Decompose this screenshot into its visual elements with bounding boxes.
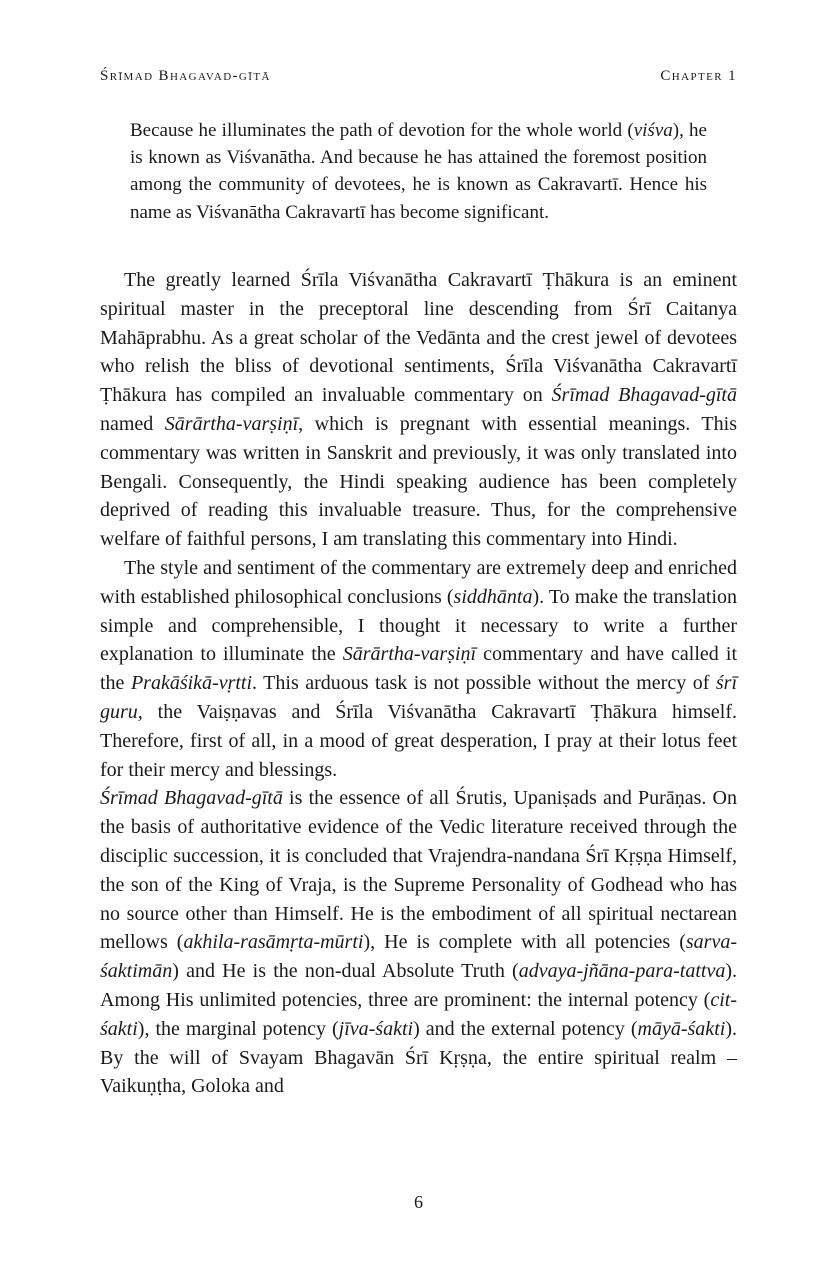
italic-term: māyā-śakti xyxy=(637,1017,726,1040)
text-run: commentary and have called it the xyxy=(100,643,737,695)
running-head xyxy=(100,68,737,90)
text-run: ), the marginal potency ( xyxy=(137,1017,339,1040)
text-run: ). By the will of Svayam Bhagavān Śrī Kṛṣṇa, the entire spiritual realm – Vaikuṇṭha, Goloka and xyxy=(100,1017,737,1098)
text-run: The style and sentiment of the commentary are extremely deep and enriched with established philosophical conclusions ( xyxy=(100,556,737,608)
paragraph-2 xyxy=(100,554,737,784)
italic-title: Sārārtha-varṣiṇī xyxy=(164,412,299,435)
text-run: the Vaiṣṇavas and Śrīla Viśvanātha Cakravartī Ṭhākura himself. Therefore, first of all, in a mood of great desperation, I pray at their lotus feet for their mercy and blessings. xyxy=(100,700,737,781)
italic-term: sarva-śaktimān xyxy=(100,931,737,983)
italic-term: śrī guru, xyxy=(100,672,737,723)
text-run: ) and the external potency ( xyxy=(413,1017,638,1040)
paragraph-3 xyxy=(100,784,737,1101)
italic-title: Prakāśikā-vṛtti xyxy=(130,672,253,695)
body-text xyxy=(100,266,737,1101)
italic-title: Śrīmad Bhagavad-gītā xyxy=(100,787,283,810)
paragraph-1 xyxy=(100,266,737,554)
text-run: ). Among His unlimited potencies, three are prominent: the internal potency ( xyxy=(100,960,737,1011)
text-run: . This arduous task is not possible without the mercy of xyxy=(252,672,716,695)
italic-term: advaya-jñāna-para-tattva xyxy=(518,960,726,983)
text-run: ) and He is the non-dual Absolute Truth ( xyxy=(172,960,519,983)
italic-term: akhila-rasāmṛta-mūrti xyxy=(183,931,364,954)
italic-term: jīva-śakti xyxy=(338,1017,414,1040)
italic-term: siddhānta xyxy=(453,585,533,608)
quote-text: Because he illuminates the path of devotion for the whole world ( xyxy=(130,120,634,141)
text-run: ), He is complete with all potencies ( xyxy=(363,931,686,954)
running-head-chapter: Chapter 1 xyxy=(660,68,737,84)
running-head-book-title: Śrīmad Bhagavad-gītā xyxy=(100,68,271,84)
text-run: The greatly learned Śrīla Viśvanātha Cakravartī Ṭhākura is an eminent spiritual master in the preceptoral line descending from Śrī Caitanya Mahāprabhu. As a great scholar of the Vedānta and the crest jewel of devotees who relish the bliss of devotional sentiments, Śrīla Viśvanātha Cakravartī Ṭhākura has compiled an invaluable commentary on xyxy=(100,269,737,407)
text-run: , which is pregnant with essential meanings. This commentary was written in Sanskrit and previously, it was only translated into Bengali. Consequently, the Hindi speaking audience has been completely deprived of reading this invaluable treasure. Thus, for the comprehensive welfare of faithful persons, I am translating this commentary into Hindi. xyxy=(100,412,737,551)
text-run: named xyxy=(100,412,165,435)
italic-title: Sārārtha-varṣiṇī xyxy=(342,643,477,666)
italic-title: Śrīmad Bhagavad-gītā xyxy=(551,384,737,407)
quote-italic-term: viśva xyxy=(633,120,673,141)
text-run: is the essence of all Śrutis, Upaniṣads and Purāṇas. On the basis of authoritative evidence of the Vedic literature received through the disciplic succession, it is concluded that Vrajendra-nandana Śrī Kṛṣṇa Himself, the son of the King of Vraja, is the Supreme Personality of Godhead who has no source other than Himself. He is the embodiment of all spiritual nectarean mellows ( xyxy=(100,787,738,954)
block-quote xyxy=(130,117,707,226)
text-run: ). To make the translation simple and comprehensible, I thought it necessary to write a further explanation to illuminate the xyxy=(100,585,737,666)
page-number: 6 xyxy=(414,1192,423,1212)
italic-term: cit-śakti xyxy=(100,988,737,1040)
quote-text: ), he is known as Viśvanātha. And because he has attained the foremost position among the community of devotees, he is known as Cakravartī. Hence his name as Viśvanātha Cakravartī has become significant. xyxy=(130,120,707,223)
book-page xyxy=(100,0,737,1275)
